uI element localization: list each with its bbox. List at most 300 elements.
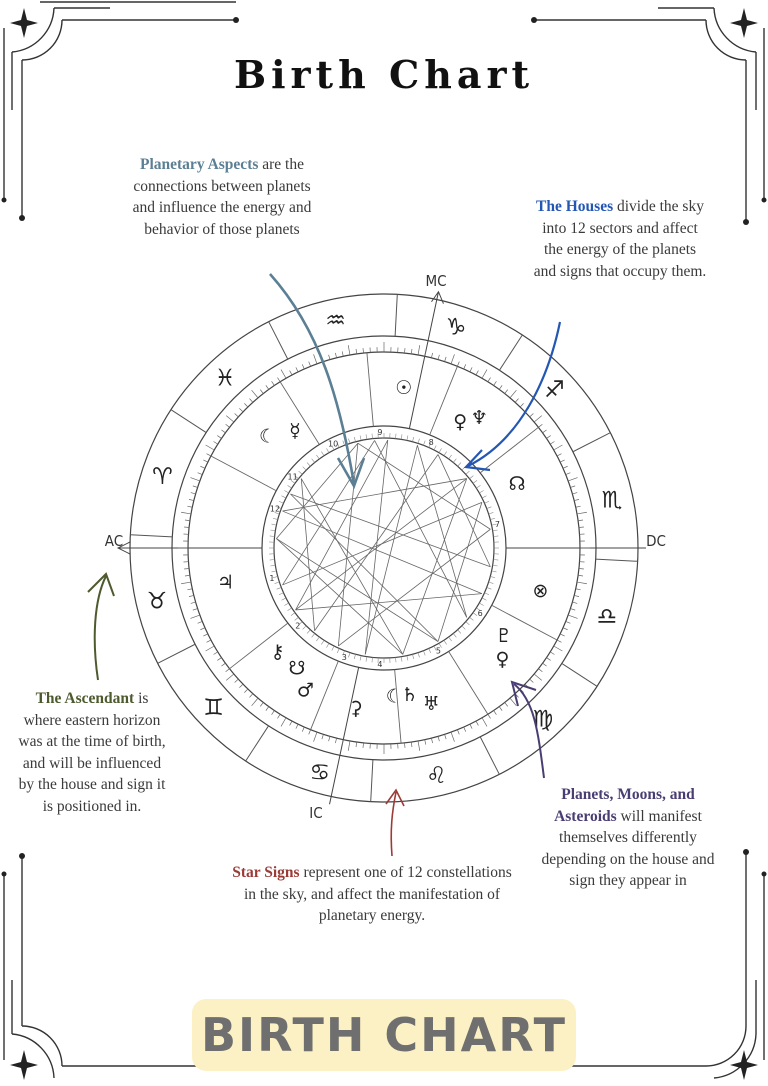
aspect-line (438, 502, 482, 641)
sign-divider (246, 726, 269, 761)
inner-tick (401, 657, 402, 662)
degree-tick (206, 445, 215, 450)
inner-tick (270, 559, 275, 560)
birth-chart-banner: BIRTH CHART (192, 999, 576, 1071)
degree-tick (572, 602, 577, 603)
planet-neptune-icon: ♆ (470, 406, 488, 429)
zodiac-sign-libra-icon: ♎ (596, 604, 618, 631)
degree-tick (578, 520, 583, 521)
inner-tick (449, 455, 452, 459)
degree-tick (543, 430, 547, 433)
degree-tick (510, 390, 516, 398)
inner-tick (412, 654, 413, 659)
inner-tick (493, 536, 498, 537)
inner-tick (354, 654, 355, 659)
sign-divider (499, 335, 522, 370)
degree-tick (214, 652, 218, 655)
house-number-4: 4 (377, 659, 383, 669)
degree-tick (281, 718, 286, 727)
planet-glyphs (217, 377, 548, 719)
degree-tick (576, 589, 581, 590)
inner-tick (418, 653, 420, 658)
degree-tick (296, 367, 298, 371)
degree-tick (235, 679, 239, 682)
degree-tick (546, 658, 550, 661)
inner-tick (429, 648, 431, 653)
planet-venus-2-icon: ♀ (495, 648, 510, 671)
inner-tick (466, 622, 470, 625)
degree-tick (309, 362, 311, 367)
degree-tick (187, 506, 192, 507)
sign-divider (573, 433, 610, 452)
zodiac-signs (147, 308, 623, 789)
inner-tick (303, 467, 307, 471)
inner-tick (462, 626, 466, 630)
degree-tick (530, 679, 534, 682)
zodiac-sign-aquarius-icon: ♒ (325, 308, 346, 335)
sign-divider (130, 535, 172, 537)
inner-tick (312, 459, 315, 463)
zodiac-sign-sagittarius-icon: ♐ (544, 377, 565, 404)
inner-tick (493, 565, 498, 566)
degree-tick (482, 370, 487, 379)
inner-tick (453, 633, 456, 637)
degree-tick (470, 367, 472, 371)
sign-divider (158, 644, 195, 663)
degree-tick (530, 414, 534, 417)
inner-tick (492, 571, 497, 572)
inner-tick (484, 593, 489, 595)
degree-tick (574, 499, 579, 500)
degree-tick (570, 486, 575, 488)
degree-tick (476, 371, 478, 375)
zodiac-sign-virgo-icon: ♍ (532, 706, 554, 733)
degree-tick (272, 381, 275, 385)
inner-tick (418, 439, 420, 444)
degree-tick (494, 710, 497, 714)
aspect-line (283, 511, 482, 594)
degree-tick (457, 730, 459, 735)
inner-tick (288, 485, 292, 488)
inner-tick (360, 436, 361, 441)
degree-tick (277, 714, 280, 718)
planet-uranus-icon: ♅ (422, 692, 440, 715)
degree-tick (538, 669, 542, 672)
inner-tick (489, 512, 494, 514)
degree-tick (217, 658, 221, 661)
degree-tick (431, 353, 432, 358)
zodiac-sign-aries-icon: ♈ (152, 463, 173, 490)
inner-tick (316, 455, 319, 459)
sign-divider (480, 737, 499, 774)
degree-tick (578, 575, 583, 576)
degree-tick (206, 646, 215, 651)
degree-tick (329, 355, 330, 360)
inner-tick (458, 630, 461, 634)
aspects-pointer-arrow (270, 274, 354, 484)
inner-tick (469, 476, 473, 479)
degree-tick (296, 724, 298, 728)
sign-divider (395, 294, 397, 336)
inner-tick (275, 582, 280, 584)
degree-tick (198, 621, 203, 623)
inner-tick (360, 656, 361, 661)
degree-tick (574, 595, 579, 596)
degree-tick (563, 466, 568, 468)
zodiac-sign-scorpio-icon: ♏ (601, 487, 623, 514)
house-number-7: 7 (494, 519, 501, 529)
degree-tick (221, 663, 225, 666)
inner-tick (401, 434, 402, 439)
inner-tick (295, 617, 299, 620)
inner-tick (307, 463, 310, 467)
zodiac-sign-taurus-icon: ♉ (146, 588, 168, 615)
degree-tick (189, 595, 194, 596)
inner-tick (453, 459, 456, 463)
planet-jupiter-icon: ♃ (217, 571, 235, 594)
degree-tick (348, 741, 350, 751)
house-number-12: 12 (269, 504, 281, 514)
inner-tick (332, 646, 334, 650)
inner-tick (279, 593, 284, 595)
inner-tick (439, 448, 442, 452)
inner-tick (288, 608, 292, 611)
degree-tick (356, 349, 357, 354)
degree-tick (476, 721, 478, 725)
inner-tick (372, 657, 373, 662)
degree-tick (302, 364, 304, 369)
degree-tick (566, 621, 571, 623)
inner-tick (479, 491, 483, 494)
degree-tick (550, 652, 554, 655)
degree-tick (499, 385, 502, 389)
planet-saturn-icon: ♄ (401, 683, 419, 706)
degree-tick (281, 370, 286, 379)
degree-tick (404, 348, 405, 353)
house-number-9: 9 (377, 428, 383, 438)
star-signs-heading: Star Signs (232, 864, 300, 881)
degree-tick (445, 357, 447, 362)
inner-tick (343, 441, 345, 446)
chart-axes (105, 272, 666, 822)
degree-tick (577, 582, 587, 584)
inner-tick (487, 507, 492, 509)
inner-tick (444, 640, 447, 644)
degree-tick (329, 736, 330, 741)
inner-tick (284, 491, 288, 494)
inner-tick (449, 637, 452, 641)
degree-tick (570, 609, 575, 611)
degree-tick (217, 436, 221, 439)
inner-tick (482, 598, 486, 600)
inner-tick (284, 603, 288, 606)
inner-tick (412, 437, 413, 442)
planet-moon-2-icon: ☾ (385, 685, 403, 708)
inner-tick (434, 446, 436, 450)
inner-tick (493, 530, 498, 531)
degree-tick (576, 506, 581, 507)
aspect-line (358, 443, 490, 529)
sign-divider (171, 410, 206, 433)
degree-tick (505, 702, 508, 706)
degree-tick (250, 399, 253, 403)
ascendant-note (18, 688, 166, 817)
degree-tick (187, 589, 192, 590)
planet-sun-icon: ☉ (395, 377, 413, 400)
degree-tick (568, 615, 577, 618)
house-cusp (211, 456, 276, 491)
degree-tick (579, 568, 584, 569)
inner-tick (395, 657, 396, 662)
degree-tick (445, 734, 447, 739)
house-number-6: 6 (477, 608, 483, 618)
degree-tick (418, 741, 420, 751)
inner-tick (354, 437, 355, 442)
inner-tick (407, 436, 408, 441)
degree-tick (577, 512, 587, 514)
planetary-aspects-note (124, 154, 320, 240)
house-cusp (367, 353, 373, 427)
house-number-8: 8 (428, 438, 434, 448)
planet-part-of-fortune-icon: ⊗ (532, 579, 549, 602)
inner-tick (423, 651, 425, 656)
zodiac-sign-pisces-icon: ♓ (214, 365, 236, 392)
degree-tick (431, 738, 432, 743)
degree-tick (543, 663, 547, 666)
degree-tick (190, 478, 199, 481)
inner-tick (479, 603, 483, 606)
house-cusp (449, 651, 488, 714)
planet-chiron-icon: ⚷ (270, 640, 285, 663)
degree-tick (451, 732, 454, 741)
inner-tick (291, 613, 295, 616)
degree-tick (534, 416, 542, 422)
degree-tick (193, 486, 198, 488)
planet-north-node-icon: ☊ (508, 473, 526, 496)
ascendant-pointer-arrow (95, 576, 106, 680)
house-number-5: 5 (435, 646, 442, 656)
degree-tick (302, 727, 304, 732)
degree-tick (538, 424, 542, 427)
inner-tick (487, 587, 492, 589)
degree-tick (411, 742, 412, 747)
degree-tick (425, 740, 426, 745)
zodiac-sign-gemini-icon: ♊ (203, 694, 224, 721)
degree-tick (235, 414, 239, 417)
degree-tick (438, 355, 439, 360)
degree-tick (272, 710, 275, 714)
degree-tick (464, 364, 466, 369)
degree-tick (189, 499, 194, 500)
degree-tick (488, 714, 491, 718)
degree-tick (515, 399, 518, 403)
inner-tick (327, 643, 330, 647)
degree-tick (356, 742, 357, 747)
degree-tick (438, 736, 439, 741)
ic-axis (330, 667, 359, 804)
degree-tick (181, 512, 191, 514)
inner-tick (270, 565, 275, 566)
inner-tick (482, 496, 486, 498)
degree-tick (335, 353, 336, 358)
planets-text: will manifest themselves differently depending on the house and sign they appear in (541, 807, 715, 889)
degree-tick (260, 702, 263, 706)
inner-tick (279, 501, 284, 503)
star-signs-note (232, 862, 512, 927)
degree-tick (181, 582, 191, 584)
inner-tick (272, 571, 277, 572)
ascendant-text: is where eastern horizon was at the time of birth, and will be influenced by the house and sign it is positioned in. (18, 690, 166, 815)
houses-text: divide the sky into 12 sectors and affect the energy of the planets and signs that occupy them. (533, 198, 707, 280)
planet-south-node-icon: ☋ (288, 657, 306, 680)
axis-label-ic: IC (309, 804, 323, 822)
inner-tick (466, 471, 470, 474)
axis-label-dc: DC (646, 532, 666, 550)
degree-tick (579, 527, 584, 528)
planet-moon-icon: ☾ (258, 425, 276, 448)
degree-tick (266, 707, 269, 711)
planetary-aspects-heading: Planetary Aspects (140, 156, 259, 173)
houses-heading: The Houses (536, 198, 614, 215)
degree-tick (363, 743, 364, 748)
degree-tick (185, 575, 190, 576)
degree-tick (572, 493, 577, 494)
inner-tick (272, 524, 277, 525)
inner-tick (372, 434, 373, 439)
inner-tick (348, 653, 350, 658)
house-number-1: 1 (269, 574, 275, 584)
degree-tick (200, 628, 205, 630)
degree-tick (239, 684, 243, 687)
planet-mars-icon: ♂ (296, 679, 314, 702)
degree-tick (550, 441, 554, 444)
degree-tick (314, 732, 317, 741)
inner-tick (490, 576, 495, 577)
inner-tick (299, 471, 303, 474)
aspect-line (276, 443, 357, 538)
degree-tick (322, 734, 324, 739)
houses-note (532, 196, 708, 282)
degree-tick (546, 436, 550, 439)
degree-tick (226, 669, 230, 672)
degree-tick (335, 738, 336, 743)
degree-tick (200, 466, 205, 468)
degree-tick (557, 640, 561, 642)
degree-tick (457, 362, 459, 367)
planet-ceres-icon: ⚳ (348, 697, 363, 720)
degree-tick (185, 520, 190, 521)
inner-tick (366, 434, 367, 439)
aspect-line (375, 440, 467, 617)
degree-tick (520, 403, 523, 407)
degree-tick (290, 371, 292, 375)
aspect-line (315, 454, 438, 630)
inner-tick (444, 452, 447, 456)
degree-tick (363, 348, 364, 353)
degree-tick (193, 609, 198, 611)
inner-tick (312, 633, 315, 637)
degree-tick (290, 721, 292, 725)
degree-tick (418, 345, 420, 355)
degree-tick (568, 478, 577, 481)
inner-tick (407, 656, 408, 661)
inner-tick (473, 613, 477, 616)
degree-tick (260, 390, 263, 394)
inner-tick (469, 617, 473, 620)
degree-tick (252, 698, 258, 706)
degree-tick (203, 460, 207, 462)
inner-tick (423, 441, 425, 446)
degree-tick (314, 354, 317, 363)
inner-tick (282, 496, 286, 498)
degree-tick (184, 568, 189, 569)
sign-divider (269, 322, 288, 359)
inner-tick (316, 637, 319, 641)
degree-tick (226, 424, 230, 427)
inner-tick (282, 598, 286, 600)
inner-tick (321, 640, 324, 644)
degree-tick (494, 381, 497, 385)
degree-tick (557, 454, 561, 456)
house-cusp (311, 661, 339, 730)
inner-tick (489, 582, 494, 584)
degree-tick (252, 390, 258, 398)
ascendant-heading: The Ascendant (35, 690, 135, 707)
planetary-aspects-text: are the connections between planets and influence the energy and behavior of those planets (132, 156, 312, 238)
inner-tick (270, 530, 275, 531)
planet-mercury-icon: ☿ (289, 419, 301, 442)
aspect-line (283, 479, 467, 511)
degree-tick (554, 646, 563, 651)
degree-tick (464, 727, 466, 732)
mc-axis (409, 292, 438, 429)
inner-tick (484, 501, 489, 503)
ascendant-pointer-arrowhead (88, 574, 114, 596)
inner-tick (476, 485, 480, 488)
inner-tick (307, 630, 310, 634)
planets-note (540, 784, 716, 892)
degree-tick (207, 640, 211, 642)
inner-tick (327, 448, 330, 452)
degree-tick (348, 345, 350, 355)
zodiac-sign-leo-icon: ♌ (426, 763, 447, 790)
aspect-line (417, 445, 466, 617)
inner-tick (395, 434, 396, 439)
degree-tick (563, 628, 568, 630)
sign-divider (371, 760, 373, 802)
degree-tick (226, 416, 234, 422)
degree-tick (554, 445, 563, 450)
zodiac-sign-cancer-icon: ♋ (309, 759, 331, 786)
degree-tick (342, 351, 343, 356)
degree-tick (309, 730, 311, 735)
degree-tick (566, 473, 571, 475)
degree-tick (239, 408, 243, 411)
degree-tick (244, 403, 247, 407)
degree-tick (244, 689, 247, 693)
degree-tick (266, 385, 269, 389)
degree-tick (560, 634, 564, 636)
degree-tick (411, 349, 412, 354)
zodiac-sign-capricorn-icon: ♑ (445, 314, 467, 341)
degree-tick (470, 724, 472, 728)
degree-tick (277, 378, 280, 382)
inner-tick (321, 452, 324, 456)
degree-tick (207, 454, 211, 456)
inner-tick (473, 480, 477, 483)
degree-tick (221, 430, 225, 433)
aspect-lines (276, 440, 490, 654)
